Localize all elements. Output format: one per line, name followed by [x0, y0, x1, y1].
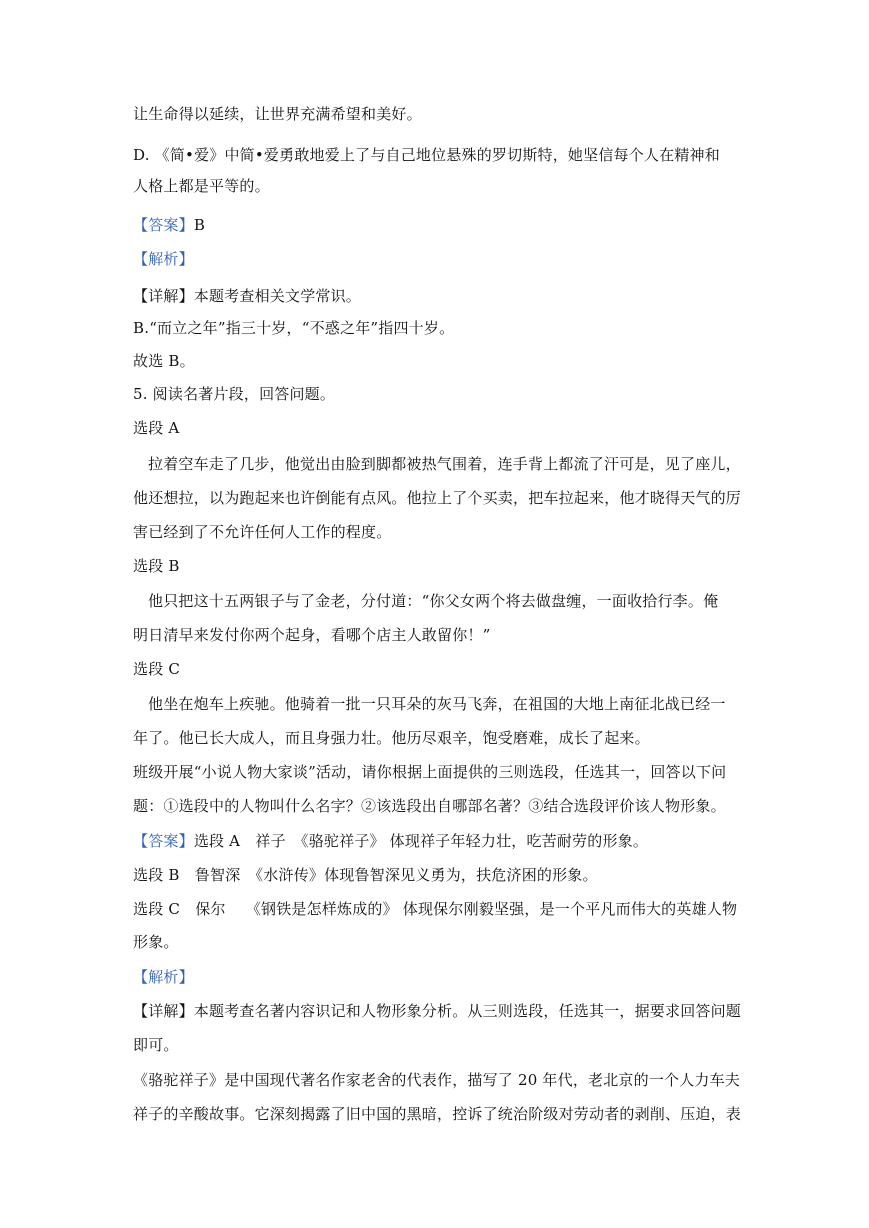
- answer-value: B: [193, 216, 206, 234]
- passage-c-label: 选段 C: [133, 660, 181, 678]
- passage-a-label: 选段 A: [133, 419, 180, 437]
- passage-text-line: 明日清早来发付你两个起身，看哪个店主人敢留你！”: [133, 626, 491, 644]
- answer-tag: 【答案】: [133, 832, 194, 850]
- passage-text-line: 害已经到了不允许任何人工作的程度。: [133, 523, 392, 541]
- option-d-line: D. 《简•爱》中简•爱勇敢地爱上了与自己地位悬殊的罗切斯特，她坚信每个人在精神和: [133, 146, 720, 164]
- task-line: 班级开展“小说人物大家谈”活动，请你根据上面提供的三则选段，任选其一，回答以下问: [133, 763, 727, 781]
- text-line: 祥子的辛酸故事。它深刻揭露了旧中国的黑暗，控诉了统治阶级对劳动者的剥削、压迫，表: [133, 1105, 742, 1123]
- answer-row: [133, 831, 648, 851]
- passage-b-label: 选段 B: [133, 557, 180, 575]
- passage-text-line: 拉着空车走了几步，他觉出由脸到脚都被热气围着，连手背上都流了汗可是，见了座儿，: [148, 455, 741, 473]
- passage-text-line: 他还想拉，以为跑起来也许倒能有点风。他拉上了个买卖，把车拉起来，他才晓得天气的厉: [133, 489, 742, 507]
- passage-text-line: 年了。他已长大成人，而且身强力壮。他历尽艰辛，饱受磨难，成长了起来。: [133, 729, 650, 747]
- passage-text-line: 他坐在炮车上疾驰。他骑着一批一只耳朵的灰马飞奔，在祖国的大地上南征北战已经一: [148, 695, 726, 713]
- analysis-tag: 【解析】: [133, 968, 194, 986]
- text-line: 《骆驼祥子》是中国现代著名作家老舍的代表作，描写了 20 年代，老北京的一个人力车夫: [133, 1071, 741, 1089]
- answer-value: 选段 A 祥子 《骆驼祥子》 体现祥子年轻力壮，吃苦耐劳的形象。: [193, 832, 649, 850]
- text-line: 让生命得以延续，让世界充满希望和美好。: [133, 105, 422, 123]
- question-5-line: 5. 阅读名著片段，回答问题。: [133, 385, 336, 403]
- passage-text-line: 他只把这十五两银子与了金老，分付道：“你父女两个将去做盘缠，一面收拾行李。俺: [148, 592, 719, 610]
- detail-line: 【详解】本题考查相关文学常识。: [133, 287, 362, 305]
- answer-line: 形象。: [133, 933, 179, 951]
- text-line: 即可。: [133, 1036, 179, 1054]
- task-line: 题：①选段中的人物叫什么名字？②该选段出自哪部名著？③结合选段评价该人物形象。: [133, 797, 726, 815]
- detail-line: 【详解】本题考查名著内容识记和人物形象分析。从三则选段，任选其一，据要求回答问题: [133, 1002, 742, 1020]
- analysis-tag: 【解析】: [133, 250, 194, 268]
- answer-row: [133, 215, 205, 235]
- text-line: 故选 B。: [133, 352, 195, 370]
- text-line: B.“而立之年”指三十岁，“不惑之年”指四十岁。: [133, 319, 455, 337]
- answer-line: 选段 C 保尔 《钢铁是怎样炼成的》 体现保尔刚毅坚强，是一个平凡而伟大的英雄人物: [133, 900, 738, 918]
- text-line: 人格上都是平等的。: [133, 177, 270, 195]
- answer-line: 选段 B 鲁智深 《水浒传》体现鲁智深见义勇为，扶危济困的形象。: [133, 866, 598, 884]
- answer-tag: 【答案】: [133, 216, 194, 234]
